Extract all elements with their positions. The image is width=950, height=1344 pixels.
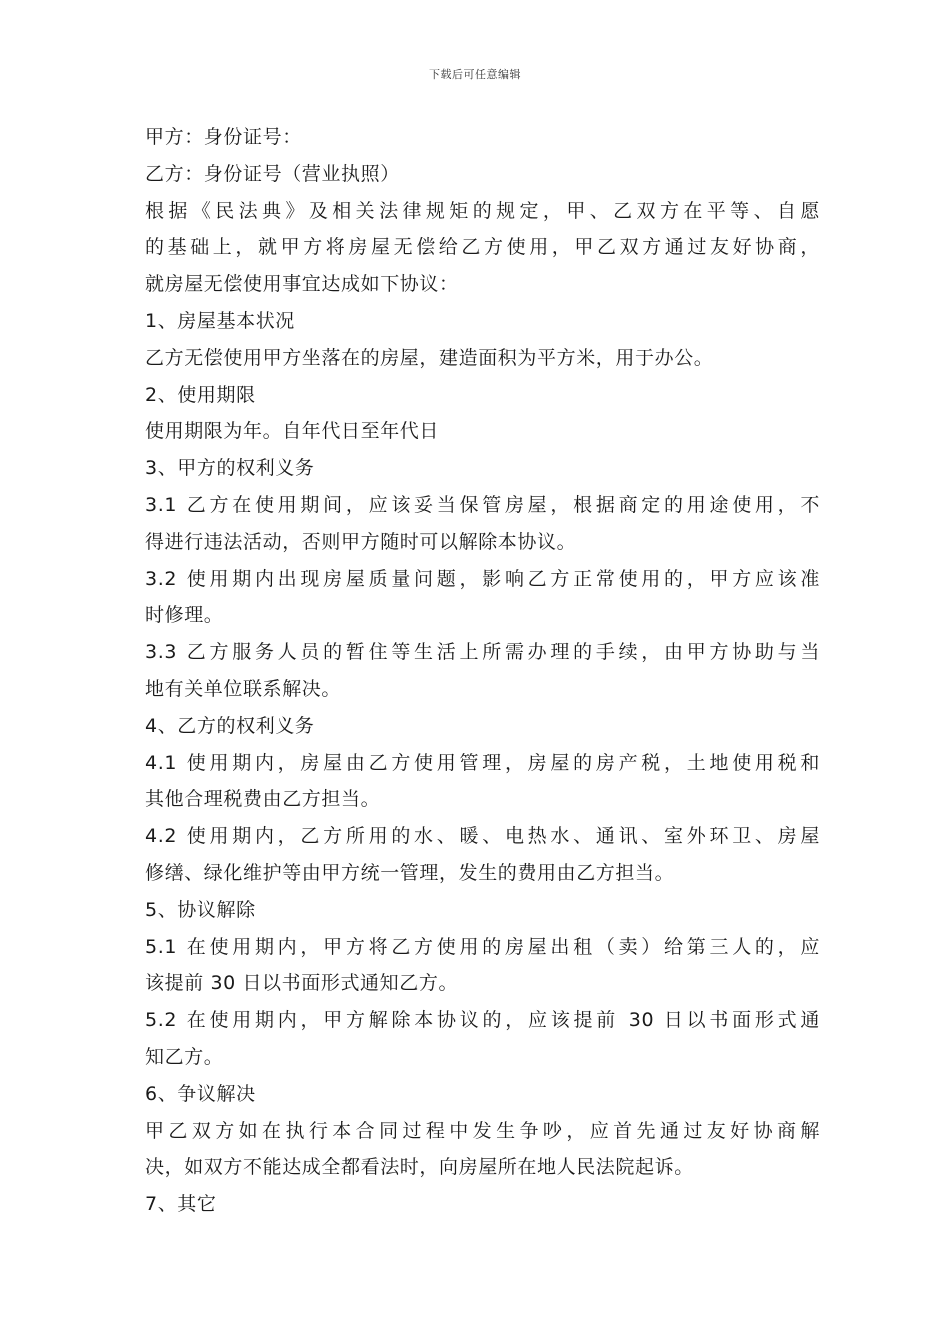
paragraph-line: 2、使用期限 <box>145 383 256 406</box>
paragraph-line: 乙方无偿使用甲方坐落在的房屋，建造面积为平方米，用于办公。 <box>145 346 714 369</box>
paragraph-line: 地有关单位联系解决。 <box>145 677 342 700</box>
paragraph-line: 4.2 使用期内，乙方所用的水、暖、电热水、通讯、室外环卫、房屋 <box>145 825 820 848</box>
paragraph-line: 时修理。 <box>145 604 224 627</box>
paragraph-line: 3.2 使用期内出现房屋质量问题，影响乙方正常使用的，甲方应该准 <box>145 567 820 590</box>
paragraph-line: 1、房屋基本状况 <box>145 309 295 332</box>
paragraph-line: 使用期限为年。自年代日至年代日 <box>145 420 440 443</box>
document-body <box>145 119 820 1223</box>
paragraph-line: 甲乙双方如在执行本合同过程中发生争吵，应首先通过友好协商解 <box>145 1119 820 1142</box>
paragraph-line: 6、争议解决 <box>145 1082 256 1105</box>
paragraph-line: 3.1 乙方在使用期间，应该妥当保管房屋，根据商定的用途使用，不 <box>145 493 820 516</box>
paragraph-line: 3、甲方的权利义务 <box>145 457 315 480</box>
paragraph-line: 决，如双方不能达成全都看法时，向房屋所在地人民法院起诉。 <box>145 1156 694 1179</box>
paragraph-line: 的基础上，就甲方将房屋无偿给乙方使用，甲乙双方通过友好协商， <box>145 236 820 259</box>
paragraph-line: 修缮、绿化维护等由甲方统一管理，发生的费用由乙方担当。 <box>145 861 675 884</box>
paragraph-line: 得进行违法活动，否则甲方随时可以解除本协议。 <box>145 530 577 553</box>
paragraph-line: 4.1 使用期内，房屋由乙方使用管理，房屋的房产税，土地使用税和 <box>145 751 820 774</box>
paragraph-line: 就房屋无偿使用事宜达成如下协议： <box>145 273 459 296</box>
paragraph-line: 该提前 30 日以书面形式通知乙方。 <box>145 972 459 995</box>
paragraph-line: 3.3 乙方服务人员的暂住等生活上所需办理的手续，由甲方协助与当 <box>145 641 820 664</box>
paragraph-line: 4、乙方的权利义务 <box>145 714 315 737</box>
paragraph-line: 根据《民法典》及相关法律规矩的规定，甲、乙双方在平等、自愿 <box>145 199 820 222</box>
header-note: 下载后可任意编辑 <box>429 68 521 81</box>
paragraph-line: 乙方：身份证号（营业执照） <box>145 162 400 185</box>
paragraph-line: 5.1 在使用期内，甲方将乙方使用的房屋出租（卖）给第三人的，应 <box>145 935 820 958</box>
paragraph-line: 7、其它 <box>145 1193 217 1216</box>
paragraph-line: 5.2 在使用期内，甲方解除本协议的，应该提前 30 日以书面形式通 <box>145 1009 820 1032</box>
paragraph-line: 其他合理税费由乙方担当。 <box>145 788 381 811</box>
paragraph-line: 5、协议解除 <box>145 898 256 921</box>
paragraph-line: 知乙方。 <box>145 1045 224 1068</box>
paragraph-line: 甲方：身份证号： <box>145 126 302 148</box>
